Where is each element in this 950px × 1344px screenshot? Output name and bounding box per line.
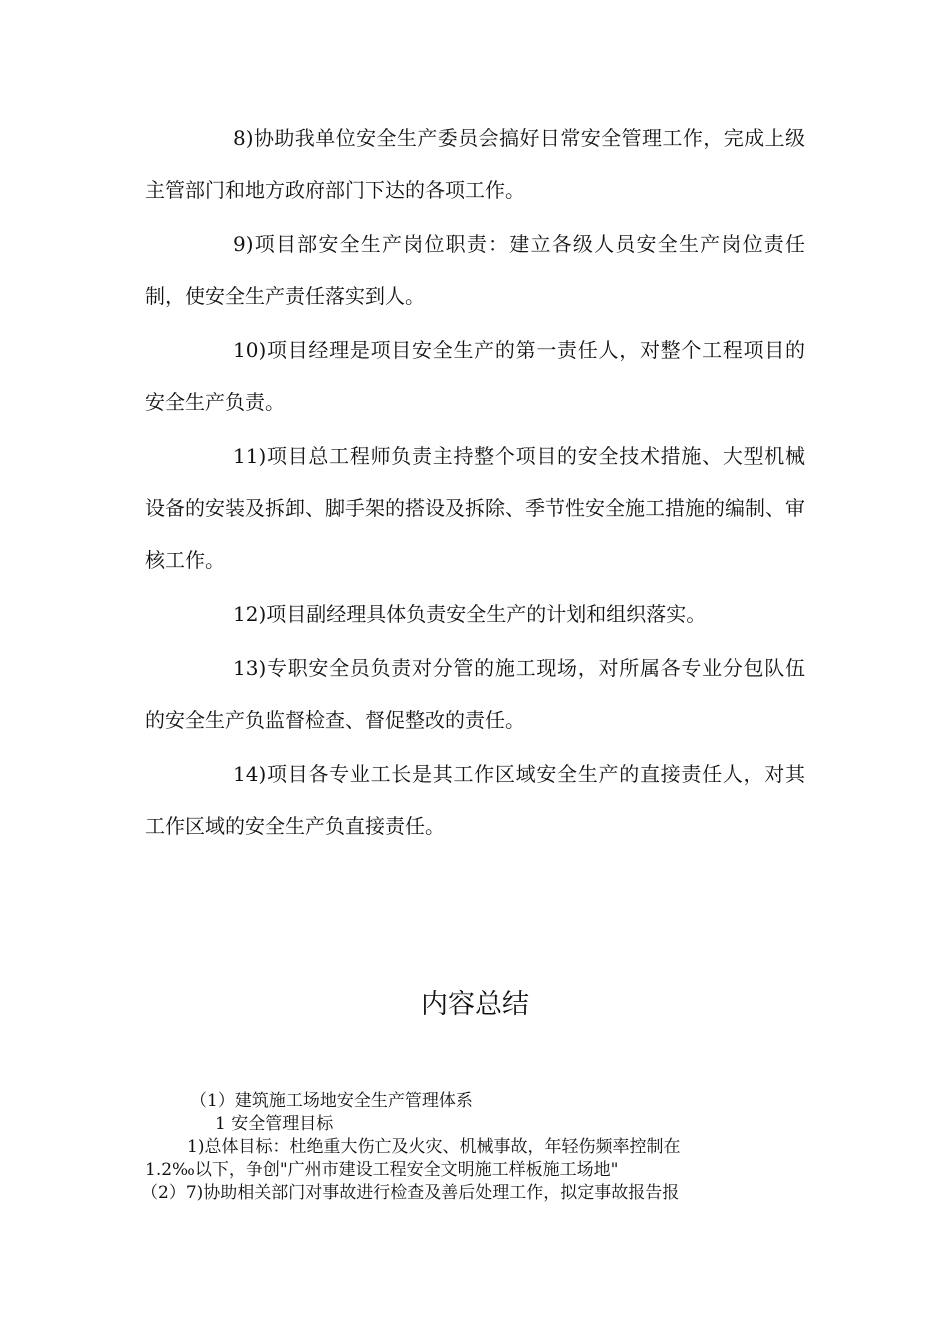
- paragraph-8: 8)协助我单位安全生产委员会搞好日常安全管理工作，完成上级主管部门和地方政府部门下达的各项工作。: [145, 126, 805, 202]
- body-section: [145, 112, 805, 852]
- paragraph-9: 9)项目部安全生产岗位职责：建立各级人员安全生产岗位责任制，使安全生产责任落实到人。: [145, 232, 805, 308]
- summary-line: 1 安全管理目标: [215, 1114, 334, 1134]
- summary-line: （1）建筑施工场地安全生产管理体系: [190, 1091, 473, 1111]
- paragraph-11: 11)项目总工程师负责主持整个项目的安全技术措施、大型机械设备的安装及拆卸、脚手架的搭设及拆除、季节性安全施工措施的编制、审核工作。: [145, 444, 805, 572]
- paragraph-12: 12)项目副经理具体负责安全生产的计划和组织落实。: [233, 602, 707, 626]
- summary-section: [141, 1090, 805, 1205]
- paragraph-13: 13)专职安全员负责对分管的施工现场，对所属各专业分包队伍的安全生产负监督检查、督促整改的责任。: [145, 656, 805, 732]
- summary-line: 1.2‰以下，争创"广州市建设工程安全文明施工样板施工场地": [145, 1160, 619, 1180]
- summary-title: 内容总结: [421, 989, 529, 1020]
- paragraph-10: 10)项目经理是项目安全生产的第一责任人，对整个工程项目的安全生产负责。: [145, 338, 805, 414]
- summary-line: （2）7)协助相关部门对事故进行检查及善后处理工作，拟定事故报告报: [141, 1183, 680, 1203]
- paragraph-14: 14)项目各专业工长是其工作区域安全生产的直接责任人，对其工作区域的安全生产负直接责任。: [145, 762, 805, 838]
- summary-line: 1)总体目标：杜绝重大伤亡及火灾、机械事故，年轻伤频率控制在: [187, 1137, 681, 1157]
